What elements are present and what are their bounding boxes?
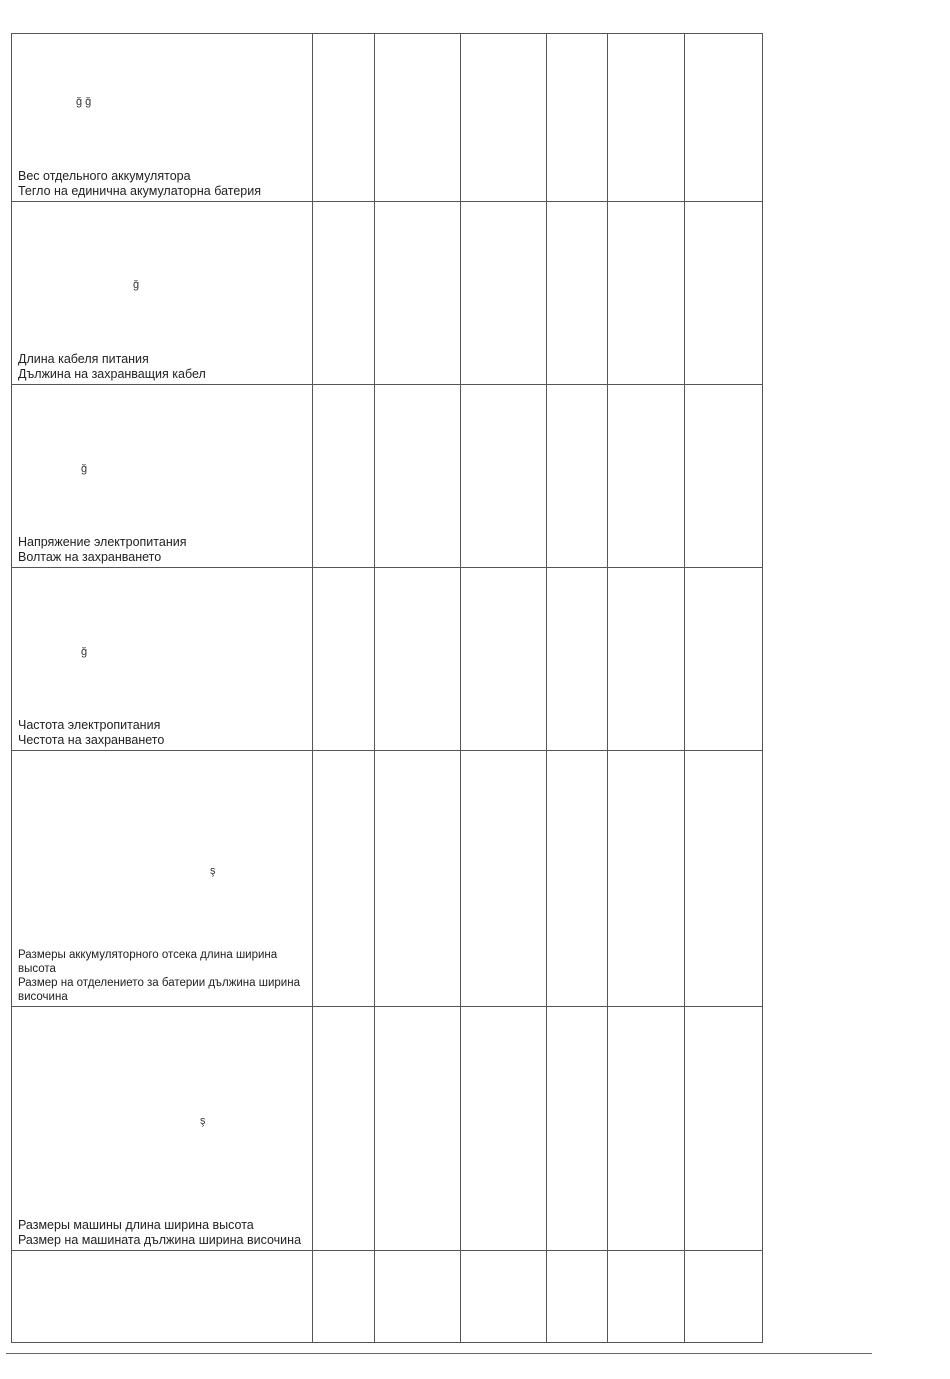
value-cell — [375, 34, 461, 202]
label-line-ru: Размеры машины длина ширина высота — [18, 1218, 254, 1232]
value-cell — [547, 751, 608, 1007]
table-row — [12, 1007, 763, 1251]
value-cell — [313, 751, 375, 1007]
table-row — [12, 202, 763, 385]
symbol-glyph: ğ ğ — [76, 96, 92, 108]
row-label — [18, 718, 306, 748]
row-label — [18, 1218, 306, 1248]
symbol-glyph: ğ — [81, 463, 88, 475]
value-cell — [547, 1007, 608, 1251]
value-cell — [313, 34, 375, 202]
value-cell — [608, 1251, 685, 1343]
value-cell — [461, 385, 547, 568]
row-label-cell — [12, 751, 313, 1007]
value-cell — [608, 568, 685, 751]
table-row — [12, 1251, 763, 1343]
value-cell — [685, 202, 763, 385]
label-line-ru: Длина кабеля питания — [18, 352, 149, 366]
row-label — [18, 948, 306, 1004]
footer-divider — [6, 1353, 872, 1354]
label-line-ru: Вес отдельного аккумулятора — [18, 169, 191, 183]
row-label — [18, 535, 306, 565]
row-label-cell — [12, 202, 313, 385]
value-cell — [685, 385, 763, 568]
table-row — [12, 385, 763, 568]
symbol-glyph: ş — [200, 1115, 206, 1127]
value-cell — [685, 34, 763, 202]
value-cell — [608, 202, 685, 385]
value-cell — [375, 202, 461, 385]
value-cell — [461, 1251, 547, 1343]
row-label-cell — [12, 1007, 313, 1251]
value-cell — [685, 1007, 763, 1251]
value-cell — [375, 568, 461, 751]
row-label-cell — [12, 568, 313, 751]
value-cell — [375, 751, 461, 1007]
value-cell — [313, 1251, 375, 1343]
value-cell — [547, 568, 608, 751]
value-cell — [461, 751, 547, 1007]
label-line-ru: Частота электропитания — [18, 718, 161, 732]
value-cell — [547, 34, 608, 202]
table-row — [12, 34, 763, 202]
label-line-ru: Размеры аккумуляторного отсека длина ширина высота — [18, 949, 278, 975]
value-cell — [461, 568, 547, 751]
symbol-glyph: ş — [210, 865, 216, 877]
value-cell — [375, 1007, 461, 1251]
value-cell — [685, 568, 763, 751]
value-cell — [461, 1007, 547, 1251]
label-line-bg: Честота на захранването — [18, 733, 165, 747]
value-cell — [461, 202, 547, 385]
value-cell — [547, 385, 608, 568]
label-line-bg: Волтаж на захранването — [18, 550, 162, 564]
row-label — [18, 352, 306, 382]
table-row — [12, 568, 763, 751]
label-line-bg: Размер на отделението за батерии дължина ширина височина — [18, 977, 300, 1003]
value-cell — [375, 385, 461, 568]
label-line-bg: Дължина на захранващия кабел — [18, 367, 206, 381]
label-line-ru: Напряжение электропитания — [18, 535, 187, 549]
row-label-cell — [12, 34, 313, 202]
row-label-cell — [12, 385, 313, 568]
value-cell — [313, 568, 375, 751]
value-cell — [313, 202, 375, 385]
value-cell — [313, 1007, 375, 1251]
value-cell — [685, 751, 763, 1007]
value-cell — [608, 1007, 685, 1251]
value-cell — [608, 385, 685, 568]
symbol-glyph: ğ — [81, 646, 88, 658]
label-line-bg: Тегло на единична акумулаторна батерия — [18, 184, 261, 198]
value-cell — [375, 1251, 461, 1343]
value-cell — [608, 751, 685, 1007]
symbol-glyph: ğ — [133, 279, 140, 291]
table-row — [12, 751, 763, 1007]
spec-table — [11, 33, 763, 1343]
value-cell — [313, 385, 375, 568]
value-cell — [685, 1251, 763, 1343]
value-cell — [547, 1251, 608, 1343]
value-cell — [608, 34, 685, 202]
row-label — [18, 169, 306, 199]
label-line-bg: Размер на машината дължина ширина височина — [18, 1233, 302, 1247]
row-label-cell — [12, 1251, 313, 1343]
value-cell — [547, 202, 608, 385]
value-cell — [461, 34, 547, 202]
